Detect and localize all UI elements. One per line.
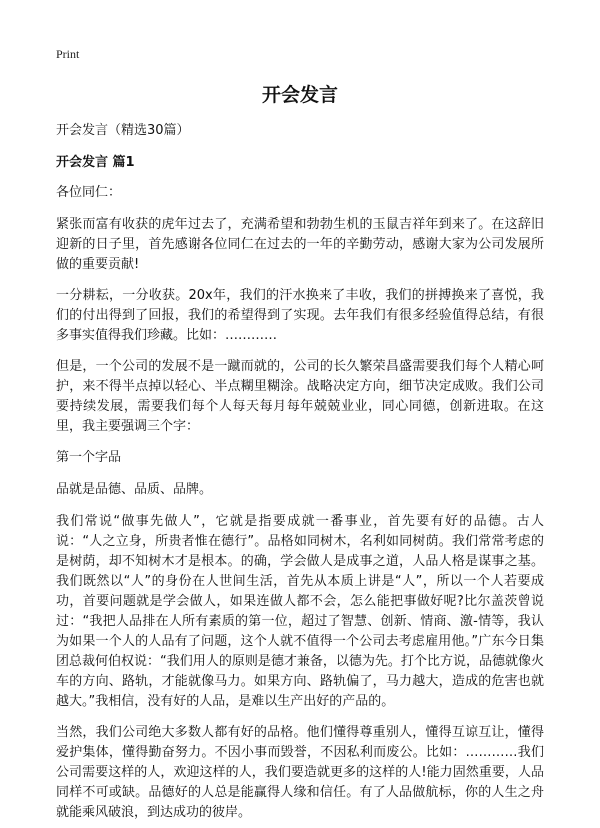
document-subtitle: 开会发言（精选30篇） xyxy=(56,123,190,138)
paragraph-character: 我们常说“做事先做人”，它就是指要成就一番事业，首先要有好的品德。古人说：“人之立身，所贵者惟在德行”。品格如同树木，名利如同树荫。我们常常考虑的是树荫，却不知树木才是根本。的确，学会做人是成事之道，人品人格是谋事之基。我们既然以“人”的身份在人世间生活，首先从本质上讲是“人”，所以一个人若要成功，首要问题就是学会做人，如果连做人都不会，怎么能把事做好呢?比尔盖茨曾说过：“我把人品排在人所有素质的第一位，超过了智慧、创新、情商、激-情等，我认为如果一个人的人品有了问题，这个人就不值得一个公司去考虑雇用他。”广东今日集团总裁何伯权说：“我们用人的原则是德才兼备，以德为先。打个比方说，品德就像火车的方向、路轨，才能就像马力。如果方向、路轨偏了，马力越大，造成的危害也就越大。”我相信，没有好的人品，是难以生产出好的产品的。 xyxy=(56,514,544,709)
paragraph-greeting: 各位同仁： xyxy=(56,185,122,200)
paragraph-first-word: 第一个字品 xyxy=(56,450,122,465)
paragraph-intro: 紧张而富有收获的虎年过去了，充满希望和勃勃生机的玉鼠吉祥年到来了。在这辞旧迎新的日子里，首先感谢各位同仁在过去的一年的辛勤劳动，感谢大家为公司发展所做的重要贡献! xyxy=(56,217,544,272)
print-label: Print xyxy=(56,47,80,61)
page-title: 开会发言 xyxy=(261,84,338,106)
paragraph-development: 但是，一个公司的发展不是一蹴而就的，公司的长久繁荣昌盛需要我们每个人精心呵护，来不得半点掉以轻心、半点糊里糊涂。战略决定方向，细节决定成败。我们公司要持续发展，需要我们每个人每天每月每年兢兢业业，同心同德，创新进取。在这里，我主要强调三个字： xyxy=(56,359,544,434)
paragraph-pin-definition: 品就是品德、品质、品牌。 xyxy=(56,482,213,497)
document-body xyxy=(56,121,544,828)
paragraph-company-people: 当然，我们公司绝大多数人都有好的品格。他们懂得尊重别人，懂得互谅互让，懂得爱护集体，懂得勤奋努力。不因小事而毁誉，不因私利而废公。比如：…………我们公司需要这样的人，欢迎这样的人，我们要造就更多的这样的人!能力固然重要，人品同样不可或缺。品德好的人总是能赢得人缘和信任。有了人品做航标，你的人生之舟就能乘风破浪，到达成功的彼岸。 xyxy=(56,725,544,820)
section-heading: 开会发言 篇1 xyxy=(56,155,135,170)
paragraph-harvest: 一分耕耘，一分收获。20x年，我们的汗水换来了丰收，我们的拼搏换来了喜悦，我们的付出得到了回报，我们的希望得到了实现。去年我们有很多经验值得总结，有很多事实值得我们珍藏。比如：………… xyxy=(56,288,544,343)
